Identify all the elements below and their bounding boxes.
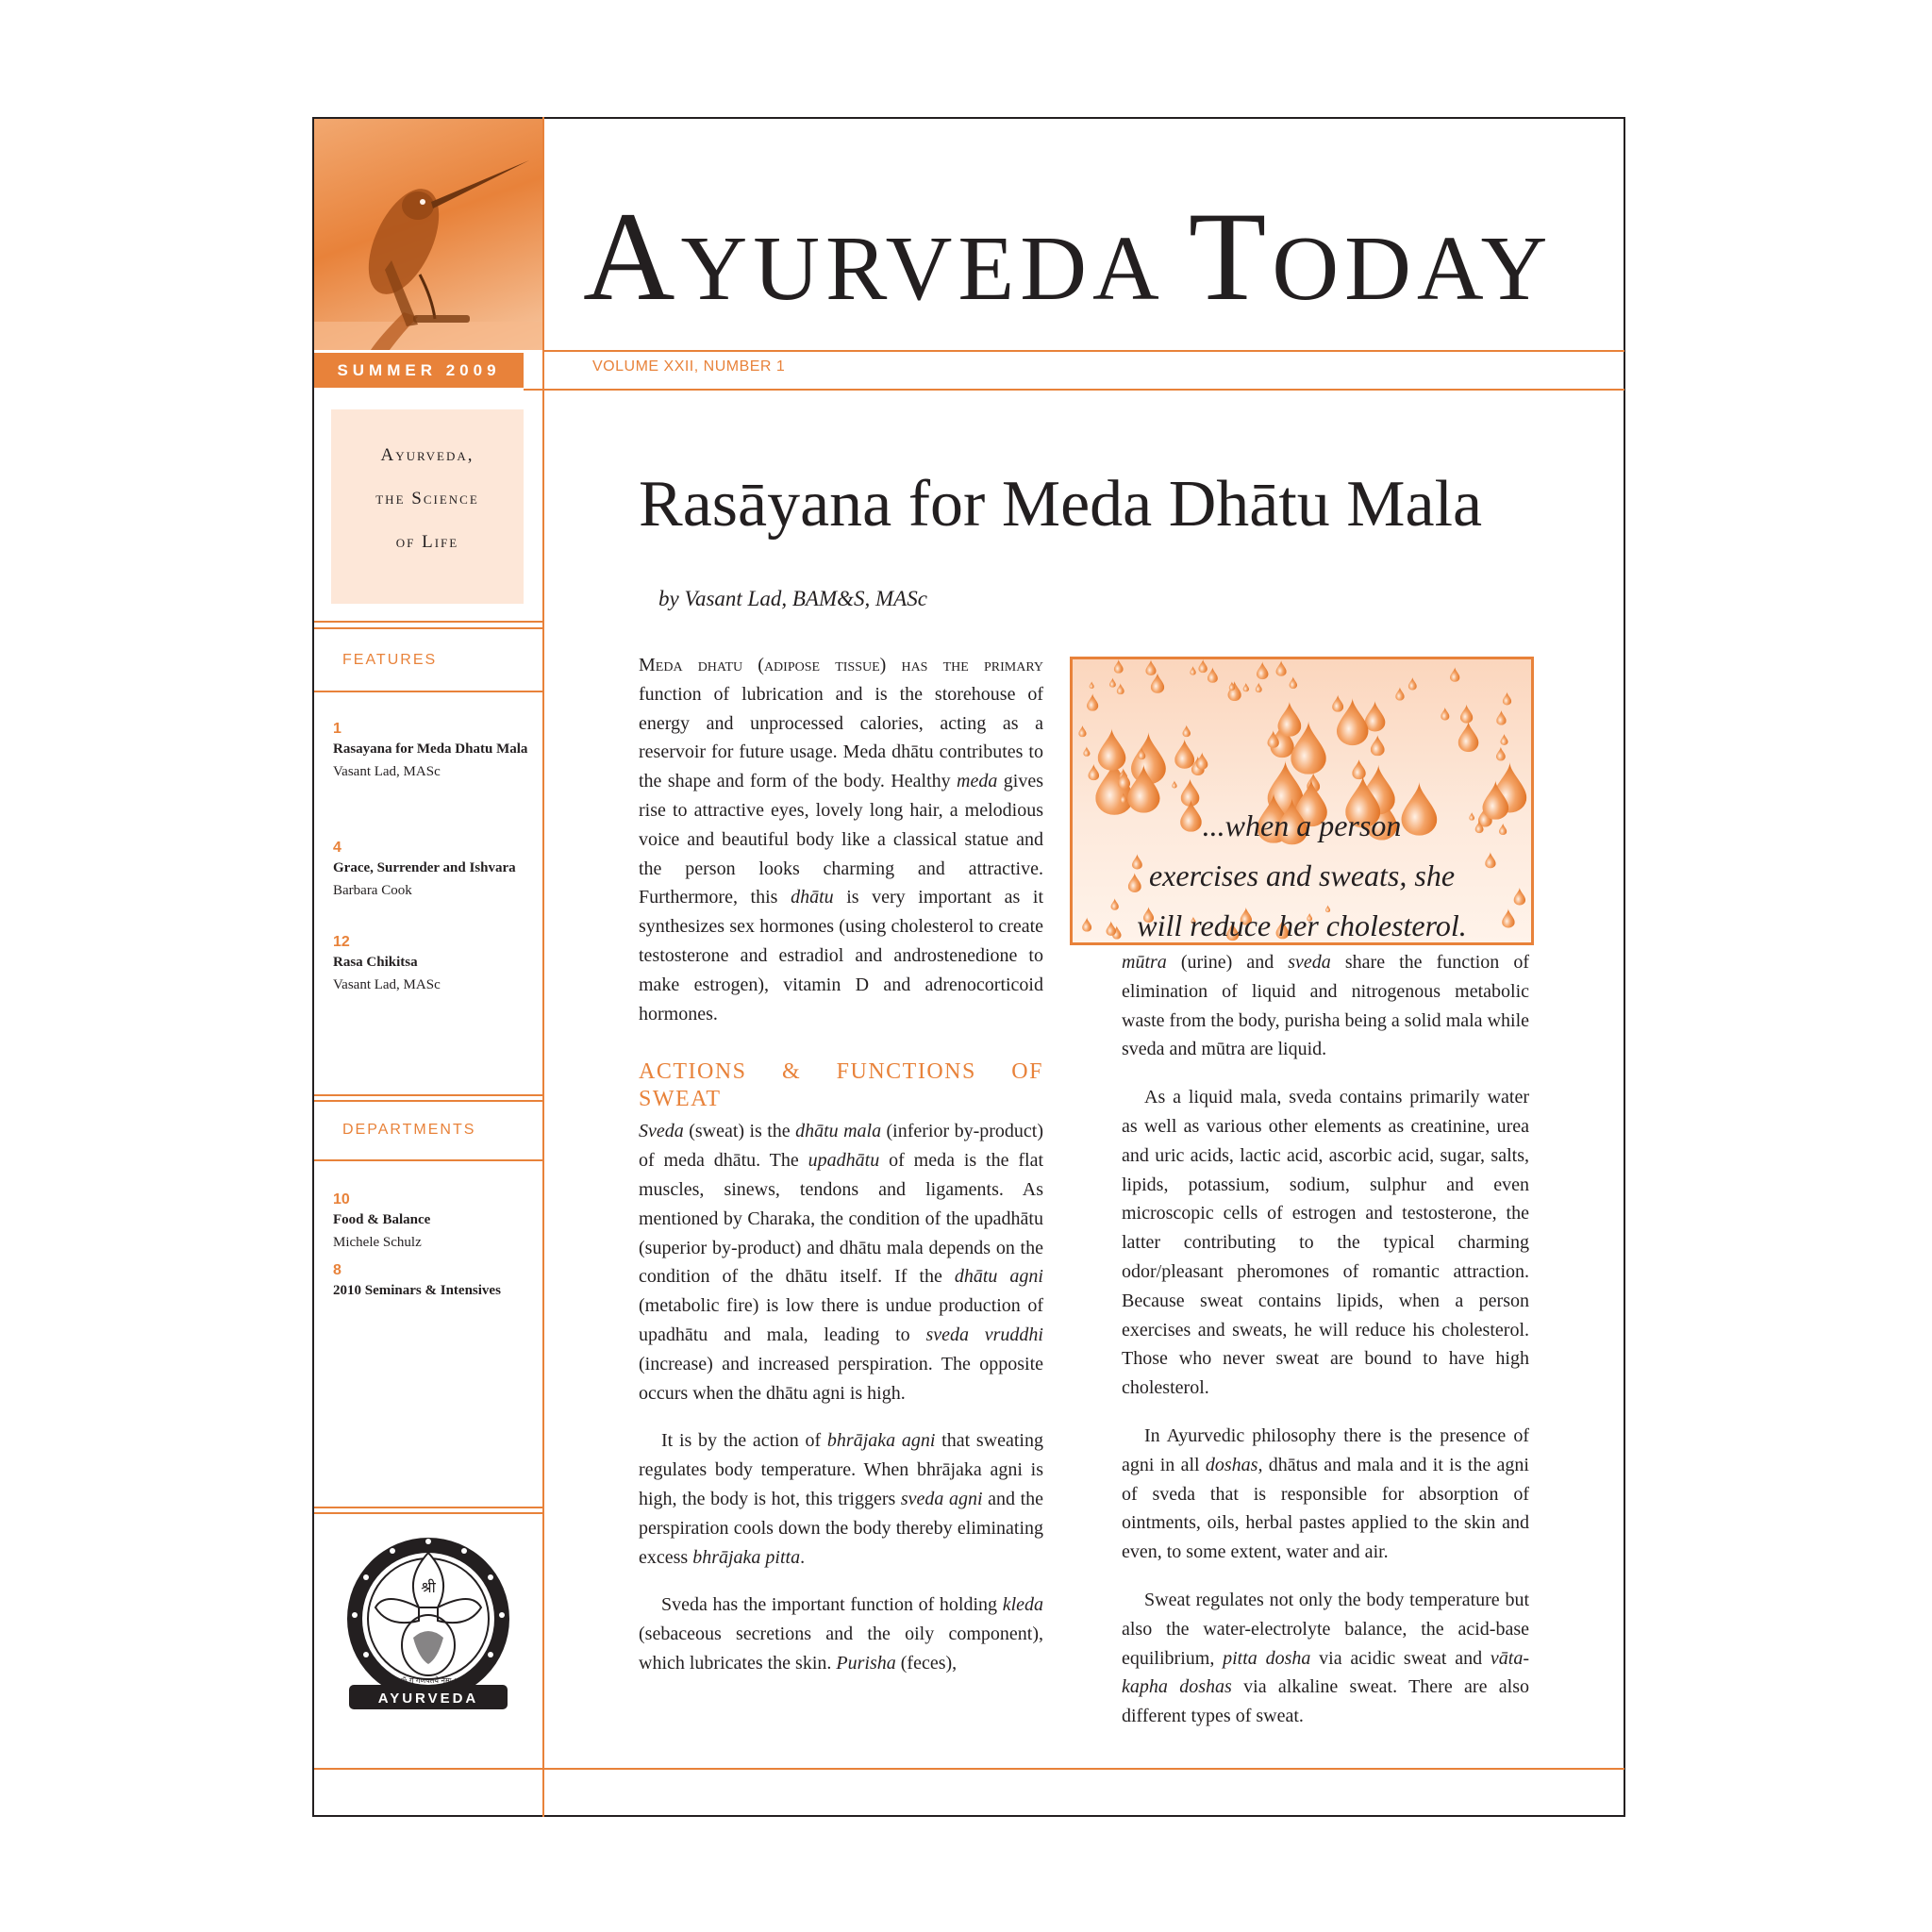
departments-heading: DEPARTMENTS <box>342 1122 476 1138</box>
water-drop <box>1395 687 1405 700</box>
water-drop <box>1145 659 1156 675</box>
tagline-line: Ayurveda, <box>380 445 475 465</box>
tagline-line: of Life <box>395 532 459 552</box>
toc-item[interactable] <box>333 934 536 996</box>
issue-date: SUMMER 2009 <box>314 353 524 388</box>
water-drop <box>1090 681 1094 689</box>
water-drop <box>1228 681 1241 701</box>
water-drop <box>1083 746 1090 757</box>
toc-item[interactable] <box>333 1191 536 1254</box>
water-drop <box>1257 661 1269 679</box>
article-title: Rasāyana for Meda Dhātu Mala <box>639 468 1483 541</box>
water-drop <box>1278 702 1302 737</box>
features-heading: FEATURES <box>342 652 438 668</box>
masthead-rule <box>544 350 1624 352</box>
volume-rule <box>524 389 1624 391</box>
pull-quote-line: will reduce her cholesterol. <box>1137 908 1467 942</box>
water-drop <box>1332 695 1343 712</box>
byline: by Vasant Lad, BAM&S, MASc <box>658 587 927 610</box>
water-drop <box>1098 728 1126 771</box>
article-column-1 <box>639 651 1043 1697</box>
sidebar-rule <box>314 627 542 629</box>
sidebar-rule <box>314 1159 542 1161</box>
sidebar-divider <box>542 117 544 1817</box>
article-column-2 <box>1122 948 1529 1750</box>
water-drop <box>1089 764 1100 780</box>
water-drop <box>1190 666 1196 675</box>
toc-author: Vasant Lad, MASc <box>333 764 441 779</box>
water-drop <box>1087 693 1098 710</box>
water-drop <box>1151 673 1164 693</box>
paragraph: It is by the action of bhrājaka agni that sweating regulates body temperature. When bhrājaka agni is high, the body is hot, this triggers sveda agni and the perspiration cools down the body thereby eliminating excess bhrājaka pitta. <box>639 1430 1043 1568</box>
lead-in: Meda dhatu (adipose tissue) has the primary <box>639 655 1043 675</box>
water-drop <box>1276 660 1287 676</box>
pull-quote-line: ...when a person <box>1202 808 1402 842</box>
toc-item[interactable] <box>333 1262 536 1302</box>
water-drop <box>1117 683 1124 694</box>
water-drop <box>1172 780 1176 788</box>
water-drop <box>1500 734 1507 745</box>
seal-mantra: ॐ गं गणपतये नमः । <box>400 1676 457 1685</box>
water-drop <box>1460 705 1473 724</box>
toc-item[interactable] <box>333 721 536 783</box>
water-drop <box>1365 701 1386 732</box>
water-drop <box>1290 676 1298 689</box>
water-drop <box>1183 725 1191 738</box>
water-drop <box>1450 667 1459 682</box>
toc-page-number: 4 <box>333 840 341 856</box>
pull-quote-text <box>1073 801 1531 945</box>
water-drop <box>1352 759 1365 780</box>
water-drop <box>1109 678 1116 688</box>
paragraph: mūtra (urine) and sveda share the function of elimination of liquid and nitrogenous metabolic waste from the body, purisha being a solid mala while sveda and mūtra are liquid. <box>1122 952 1529 1060</box>
water-drop <box>1496 747 1506 761</box>
water-drop <box>1256 683 1262 693</box>
seal-label: AYURVEDA <box>377 1690 479 1707</box>
water-drop <box>1243 683 1249 692</box>
sidebar-rule <box>314 691 542 692</box>
water-drop <box>1208 667 1218 683</box>
water-drop <box>1496 710 1507 725</box>
seal-glyph: श्री <box>421 1578 436 1596</box>
footer-rule <box>314 1768 1624 1770</box>
toc-page-number: 8 <box>333 1262 341 1278</box>
toc-page-number: 10 <box>333 1191 350 1208</box>
tagline-line: the Science <box>375 489 479 508</box>
water-drop <box>1408 677 1417 691</box>
sidebar-rule <box>314 621 542 623</box>
toc-page-number: 1 <box>333 721 341 737</box>
water-drop <box>1196 752 1208 769</box>
toc-author: Barbara Cook <box>333 883 412 898</box>
paragraph: In Ayurvedic philosophy there is the presence of agni in all doshas, dhātus and mala and it is the agni of sveda that is responsible for absorption of ointments, oils, herbal pastes applied to the skin and even, to some extent, water and air. <box>1122 1424 1529 1563</box>
water-drop <box>1174 739 1194 769</box>
toc-title: Food & Balance <box>333 1212 431 1227</box>
ayurveda-seal-logo <box>347 1534 509 1738</box>
water-drop <box>1441 708 1449 721</box>
water-drop <box>1078 725 1086 737</box>
toc-page-number: 12 <box>333 934 350 950</box>
paragraph: Meda dhatu (adipose tissue) has the primary function of lubrication and is the storehouse of energy and unprocessed calories, acting as a reservoir for future usage. Meda dhātu contributes to the shape and form of the body. Healthy meda gives rise to attractive eyes, lovely long hair, a melodious voice and beautiful body like a classical statue and the person looks charming and attractive. Furthermore, this dhātu is very important as it synthesizes sex hormones (using cholesterol to create testosterone and estradiol and androstenedione to make estrogen), vitamin D and adrenocorticoid hormones. <box>639 655 1043 1024</box>
toc-author: Vasant Lad, MASc <box>333 977 441 992</box>
water-drop <box>1114 659 1124 674</box>
volume-number: VOLUME XXII, NUMBER 1 <box>592 358 786 375</box>
masthead-title: AYURVEDA TODAY <box>583 187 1554 327</box>
paragraph: Sveda (sweat) is the dhātu mala (inferior by-product) of meda dhātu. The upadhātu of meda is the flat muscles, sinews, tendons and ligaments. As mentioned by Charaka, the condition of the upadhātu (superior by-product) and dhātu mala depends on the condition of the dhātu itself. If the dhātu agni (metabolic fire) is low there is undue production of upadhātu and mala, leading to sveda vruddhi (increase) and increased perspiration. The opposite occurs when the dhātu agni is high. <box>639 1121 1043 1404</box>
pull-quote-line: exercises and sweats, she <box>1148 858 1456 892</box>
tagline-box <box>331 409 524 604</box>
toc-title: Rasayana for Meda Dhatu Mala <box>333 741 528 757</box>
sidebar-rule <box>314 1512 542 1514</box>
water-drop <box>1458 722 1479 753</box>
toc-title: Grace, Surrender and Ishvara <box>333 860 516 875</box>
paragraph: As a liquid mala, sveda contains primarily water as well as various other elements as creatinine, urea and uric acids, lactic acid, ascorbic acid, sugar, salts, lipids, potassium, sodium, sulphur and even microscopic cells of estrogen and testosterone, the latter contributing to the typical charming odor/pleasant pheromones of romantic attraction. Because sweat contains lipids, when a person exercises and sweats, he will reduce his cholesterol. Those who never sweat are bound to have high cholesterol. <box>1122 1087 1529 1399</box>
section-heading: ACTIONS & FUNCTIONS OF SWEAT <box>639 1059 1043 1112</box>
toc-author: Michele Schulz <box>333 1235 422 1250</box>
water-drop <box>1198 659 1208 673</box>
pull-quote <box>1070 657 1534 945</box>
sidebar-rule <box>314 1100 542 1102</box>
water-drop <box>1229 681 1235 691</box>
paragraph: Sweat regulates not only the body temperature but also the water-electrolyte balance, the acid-base equilibrium, pitta dosha via acidic sweat and vāta-kapha doshas via alkaline sweat. There are also different types of sweat. <box>1122 1589 1530 1727</box>
hummingbird-photo <box>314 119 542 350</box>
water-drop <box>1371 735 1385 756</box>
toc-title: Rasa Chikitsa <box>333 955 418 970</box>
sidebar-rule <box>314 1507 542 1508</box>
toc-title: 2010 Seminars & Intensives <box>333 1283 501 1298</box>
toc-item[interactable] <box>333 840 536 902</box>
paragraph: Sveda has the important function of holding kleda (sebaceous secretions and the oily component), which lubricates the skin. Purisha (feces), <box>639 1594 1043 1674</box>
sidebar-rule <box>314 1094 542 1096</box>
water-drop <box>1503 691 1511 705</box>
